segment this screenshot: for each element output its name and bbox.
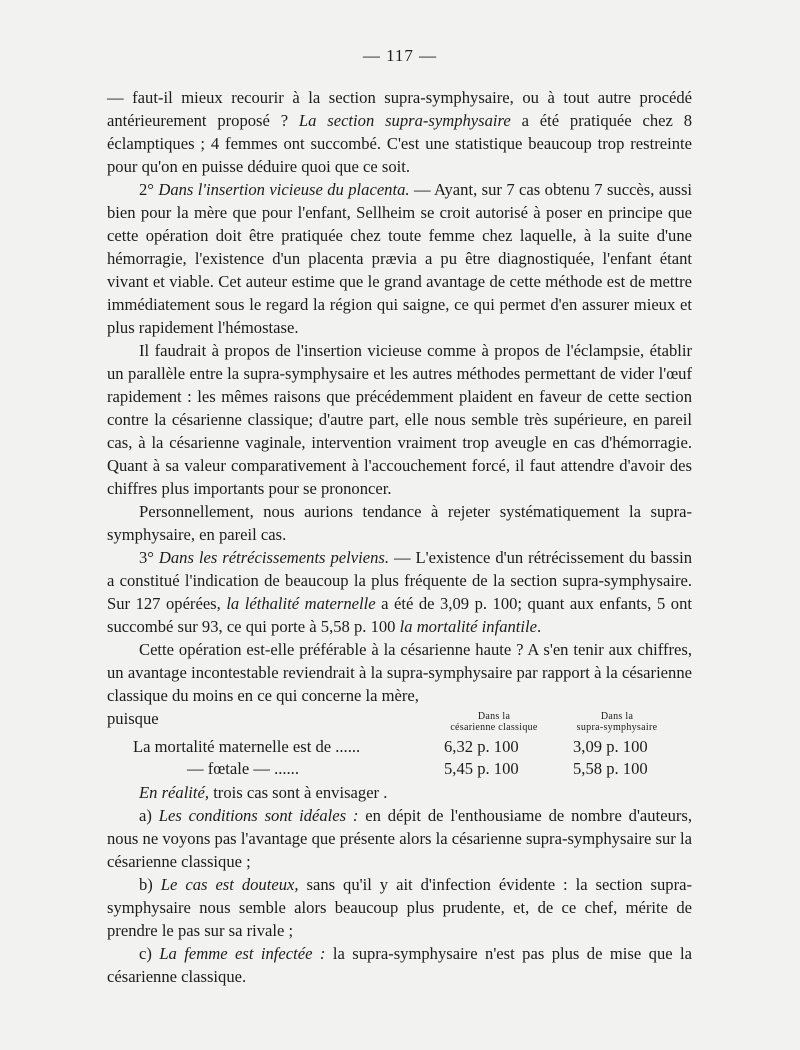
paragraph-3: Il faudrait à propos de l'insertion vicieuse comme à propos de l'éclampsie, établir un parallèle entre la supra-symphysaire et les autres méthodes permettant de vider l'œuf rapidement : les mêmes raisons que précédemment plaident en faveur de cette section contre la césarienne classique; d'autre part, elle nous semble très supérieure, en pareil cas, à la césarienne vaginale, intervention vraiment trop aveugle en cas d'hémorragie. Quant à sa valeur comparativement à l'accouchement forcé, il faut attendre d'avoir des chiffres plus importants pour se prononcer. <box>107 341 692 498</box>
table-row <box>107 735 692 757</box>
row-value: 6,32 p. 100 <box>444 737 519 756</box>
paragraph-reality: En réalité, trois cas sont à envisager . <box>139 783 388 802</box>
row-value: 5,58 p. 100 <box>573 759 648 778</box>
paragraph-5: 3° Dans les rétrécissements pelviens. — L'existence d'un rétrécissement du bassin a constitué l'indication de beaucoup la plus fréquente de la section supra-symphysaire. Sur 127 opérées, la léthalité maternelle a été de 3,09 p. 100; quant aux enfants, 5 ont succombé sur 93, ce qui porte à 5,58 p. 100 la mortalité infantile. <box>107 548 692 636</box>
emphasis: La section supra-symphysaire <box>298 111 511 130</box>
puisque-word: puisque <box>107 709 159 728</box>
emphasis: la léthalité maternelle <box>226 594 376 613</box>
row-label: — fœtale — ...... <box>187 759 299 778</box>
column-header-cesarienne: Dans la césarienne classique <box>450 711 538 733</box>
column-header-supra: Dans la supra-symphysaire <box>576 711 658 733</box>
body-text <box>107 86 692 988</box>
section-heading: Dans les rétrécissements pelviens. <box>158 548 389 567</box>
section-heading: Dans l'insertion vicieuse du placenta. <box>158 180 410 199</box>
mortality-table <box>107 707 692 778</box>
paragraph-4: Personnellement, nous aurions tendance à rejeter systématiquement la supra-symphysaire, en pareil cas. <box>107 502 692 544</box>
list-item: b) Le cas est douteux, sans qu'il y ait d'infection évidente : la section supra-symphysaire nous semble alors beaucoup plus prudente, et, de ce chef, mérite de prendre le pas sur sa rivale ; <box>107 875 692 940</box>
emphasis: Les conditions sont idéales : <box>158 806 359 825</box>
emphasis: la mortalité infantile <box>399 617 537 636</box>
list-item: c) La femme est infectée : la supra-symphysaire n'est pas plus de mise que la césarienne classique. <box>107 944 693 986</box>
emphasis: La femme est infectée : <box>159 944 326 963</box>
emphasis: Le cas est douteux, <box>160 875 299 894</box>
row-label: La mortalité maternelle est de ...... <box>133 737 361 756</box>
emphasis: En réalité, <box>139 783 210 802</box>
page-number: — 117 — <box>362 46 438 65</box>
table-row <box>107 757 692 779</box>
list-item: a) Les conditions sont idéales : en dépit de l'enthousiame de nombre d'auteurs, nous ne voyons pas l'avantage que présente alors la césarienne supra-symphysaire sur la césarienne classique ; <box>107 806 692 871</box>
paragraph-2: 2° Dans l'insertion vicieuse du placenta. — Ayant, sur 7 cas obtenu 7 succès, aussi bien pour la mère que pour l'enfant, Sellheim se croit autorisé à poser en principe que cette opération doit être pratiquée chez toute femme chez laquelle, à la suite d'une hémorragie, l'existence d'un placenta prævia a pu être diagnostiquée, l'enfant étant vivant et viable. Cet auteur estime que le grand avantage de cette méthode est de mettre immédiatement sous le regard la région qui saigne, ce qui permet d'en assurer mieux et plus rapidement l'hémostase. <box>107 180 693 337</box>
paragraph-6: Cette opération est-elle préférable à la césarienne haute ? A s'en tenir aux chiffres, un avantage incontestable reviendrait à la supra-symphysaire par rapport à la césarienne classique du moins en ce qui concerne la mère, <box>107 640 692 705</box>
row-value: 3,09 p. 100 <box>573 737 648 756</box>
row-value: 5,45 p. 100 <box>444 759 519 778</box>
paragraph-1: — faut-il mieux recourir à la section supra-symphysaire, ou à tout autre procédé antérieurement proposé ? La section supra-symphysaire a été pratiquée chez 8 éclamptiques ; 4 femmes ont succombé. C'est une statistique beaucoup trop restreinte pour qu'on en puisse déduire quoi que ce soit. <box>107 88 693 176</box>
